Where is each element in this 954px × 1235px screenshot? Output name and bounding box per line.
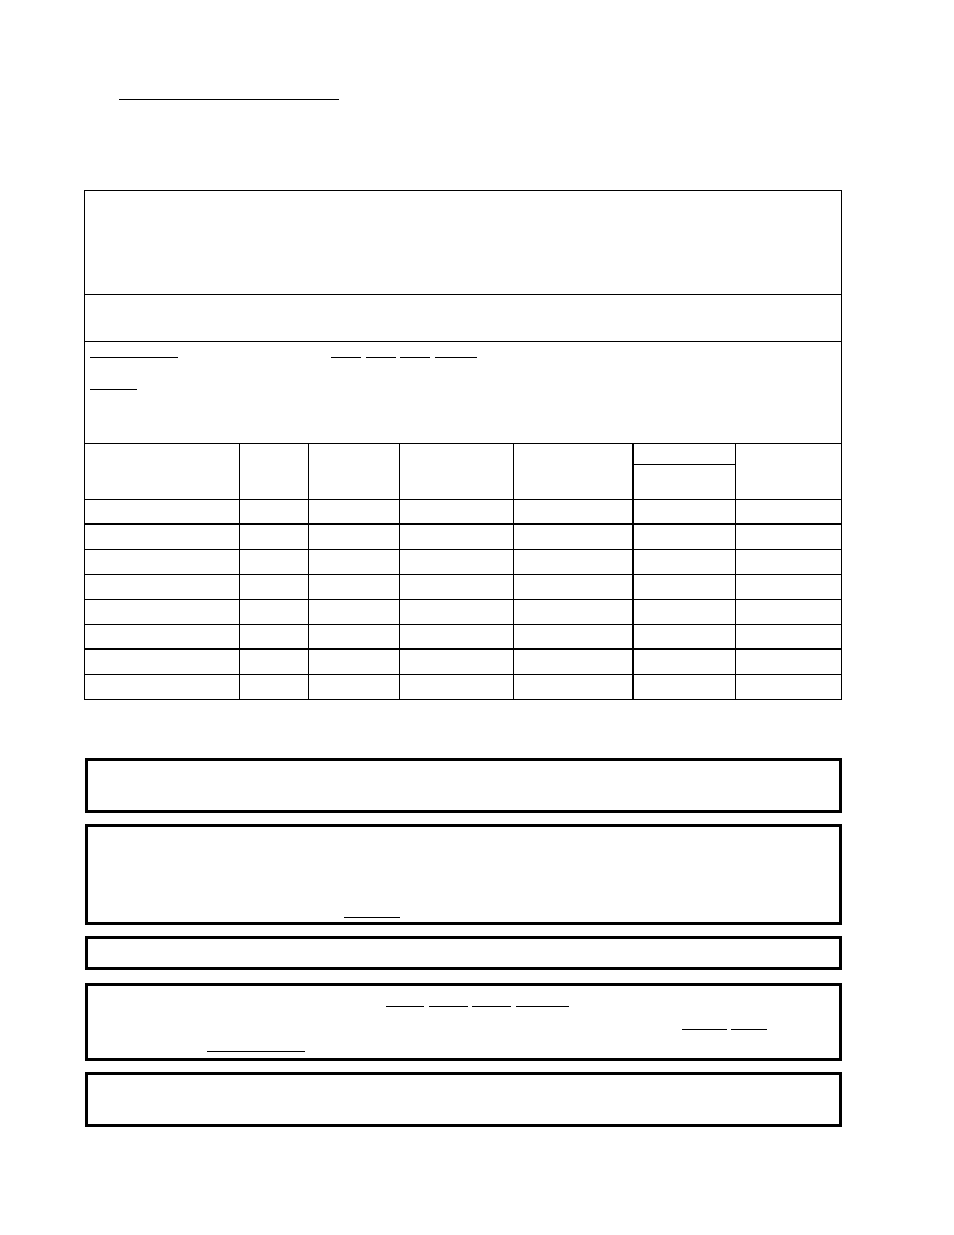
blank-field-date-2[interactable] bbox=[366, 345, 396, 358]
box-section-c bbox=[85, 936, 842, 970]
table-row-line bbox=[84, 549, 842, 550]
blank-field-d-2[interactable] bbox=[429, 994, 468, 1007]
blank-field-d-7[interactable] bbox=[207, 1039, 305, 1052]
table-row-line bbox=[84, 599, 842, 600]
blank-field-d-4[interactable] bbox=[516, 994, 569, 1007]
section-divider-1 bbox=[84, 294, 842, 295]
section-divider-2 bbox=[84, 341, 842, 342]
table-row-line bbox=[84, 574, 842, 575]
col-line-6 bbox=[735, 443, 736, 700]
blank-field-date-4[interactable] bbox=[435, 345, 477, 358]
col-line-2 bbox=[308, 443, 309, 700]
blank-field-d-1[interactable] bbox=[386, 994, 424, 1007]
box-section-e bbox=[85, 1072, 842, 1127]
blank-field-date-3[interactable] bbox=[400, 345, 430, 358]
form-title-line bbox=[119, 99, 339, 100]
box-section-a bbox=[85, 758, 842, 813]
col-line-5 bbox=[632, 443, 634, 700]
section-divider-3 bbox=[84, 443, 842, 444]
blank-field-name[interactable] bbox=[90, 345, 178, 358]
table-row-line bbox=[84, 648, 842, 650]
blank-field-d-5[interactable] bbox=[682, 1017, 727, 1030]
table-row-line bbox=[84, 523, 842, 525]
header-split-top bbox=[632, 464, 736, 465]
blank-field-d-3[interactable] bbox=[472, 994, 511, 1007]
blank-field-b[interactable] bbox=[344, 905, 400, 918]
blank-field-short[interactable] bbox=[90, 377, 137, 390]
table-row-line bbox=[84, 674, 842, 675]
col-line-4 bbox=[513, 443, 514, 700]
col-line-3 bbox=[399, 443, 400, 700]
blank-field-d-6[interactable] bbox=[731, 1017, 767, 1030]
box-section-b bbox=[85, 824, 842, 925]
blank-field-date-1[interactable] bbox=[331, 345, 361, 358]
table-row-line bbox=[84, 624, 842, 625]
header-bottom bbox=[84, 499, 842, 500]
col-line-1 bbox=[239, 443, 240, 700]
